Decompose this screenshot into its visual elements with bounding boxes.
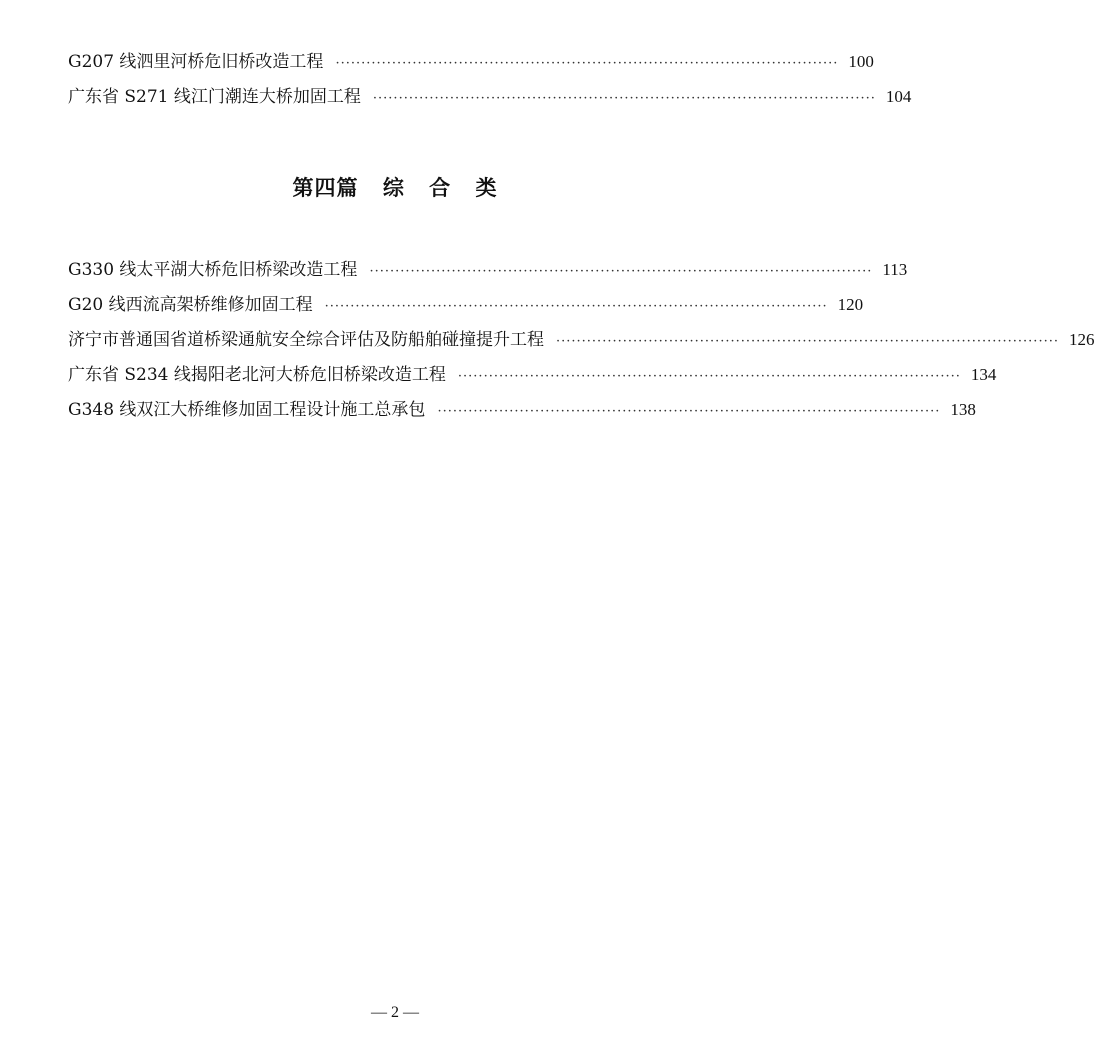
section-word: 类 [475,176,498,200]
toc-entry[interactable] [68,85,912,120]
toc-entry[interactable] [68,363,997,398]
toc-entry-title: G207 线泗里河桥危旧桥改造工程 [68,52,324,72]
toc-entry-title: G330 线太平湖大桥危旧桥梁改造工程 [68,260,358,280]
toc-entry-page: 138 [950,400,976,419]
toc-entry[interactable] [68,258,908,293]
section-word: 合 [429,176,452,200]
dot-leader: ·································································································· [437,404,941,419]
dot-leader: ·································································································· [372,91,876,106]
toc-entry-page: 113 [882,260,908,279]
toc-entry[interactable] [68,328,1094,363]
dot-leader: ·································································································· [556,334,1059,349]
toc-entry[interactable] [68,398,976,433]
toc-entry[interactable] [68,293,864,328]
section-word: 综 [382,176,405,200]
toc-entry-page: 126 [1068,330,1094,349]
toc-entry-title: 广东省 S271 线江门潮连大桥加固工程 [68,87,361,107]
section-heading [0,172,790,202]
toc-entry-title: 济宁市普通国省道桥梁通航安全综合评估及防船舶碰撞提升工程 [68,330,544,350]
dot-leader: ·································································································· [457,369,961,384]
toc-entry-title: G20 线西流高架桥维修加固工程 [68,295,313,315]
dot-leader: ·································································································· [335,56,839,71]
toc-entry[interactable] [68,50,874,85]
toc-entry-title: 广东省 S234 线揭阳老北河大桥危旧桥梁改造工程 [68,365,446,385]
toc-entry-page: 134 [970,365,997,384]
section-part-label: 第四篇 [292,176,359,200]
toc-bottom-list [68,258,1094,433]
page-footer-number: — 2 — [371,1004,419,1021]
toc-entry-page: 100 [848,52,874,71]
dot-leader: ·································································································· [324,299,828,314]
toc-entry-page: 104 [885,87,912,106]
toc-entry-title: G348 线双江大桥维修加固工程设计施工总承包 [68,400,426,420]
toc-entry-page: 120 [837,295,864,314]
dot-leader: ·································································································· [369,264,873,279]
toc-top-list [68,50,912,120]
